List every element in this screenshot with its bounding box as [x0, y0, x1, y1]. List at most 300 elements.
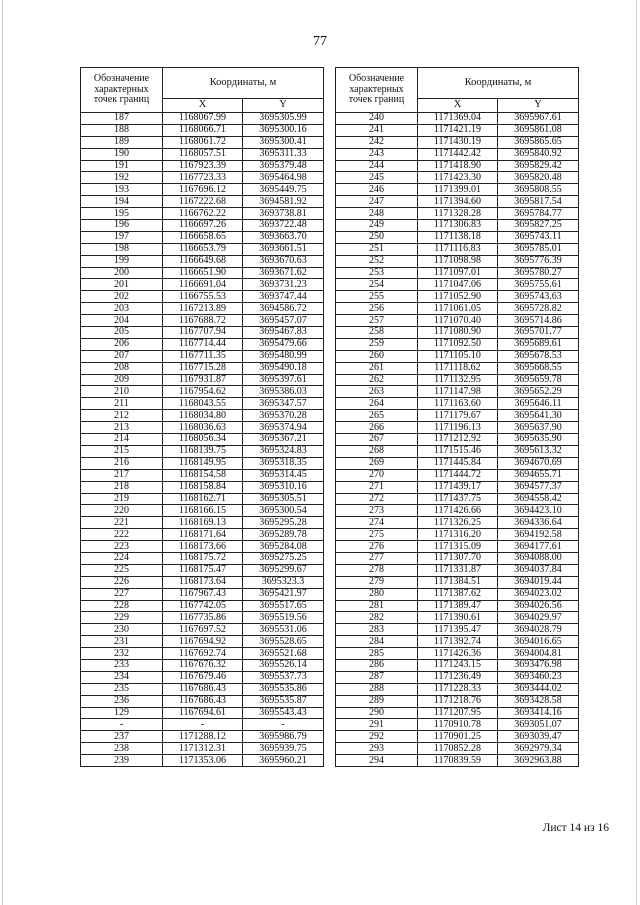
table-row: [81, 493, 324, 505]
y-coord-cell: 3694558.42: [498, 493, 579, 505]
table-row: [336, 208, 579, 220]
y-coord-cell: 3695780.27: [498, 267, 579, 279]
point-id-cell: 267: [336, 434, 418, 446]
table-row: [336, 386, 579, 398]
x-coord-cell: 1171228.33: [418, 683, 498, 695]
x-coord-cell: 1171418.90: [418, 160, 498, 172]
y-coord-cell: 3695820.48: [498, 172, 579, 184]
y-coord-cell: 3695861.08: [498, 124, 579, 136]
table-row: [81, 481, 324, 493]
table-row: [81, 148, 324, 160]
point-id-cell: 271: [336, 481, 418, 493]
point-id-cell: 198: [81, 243, 163, 255]
y-coord-cell: 3695490.18: [243, 362, 324, 374]
point-id-cell: 269: [336, 457, 418, 469]
point-id-cell: 294: [336, 755, 418, 767]
table-row: [336, 588, 579, 600]
x-coord-cell: 1171421.19: [418, 124, 498, 136]
y-coord-cell: 3695535.86: [243, 683, 324, 695]
table-row: [81, 612, 324, 624]
y-coord-cell: 3694088.00: [498, 552, 579, 564]
point-id-cell: 239: [81, 755, 163, 767]
point-id-cell: 232: [81, 648, 163, 660]
point-id-cell: 210: [81, 386, 163, 398]
table-row: [336, 136, 579, 148]
point-id-cell: 224: [81, 552, 163, 564]
point-id-cell: 250: [336, 231, 418, 243]
x-coord-cell: 1171442.42: [418, 148, 498, 160]
point-id-cell: 191: [81, 160, 163, 172]
table-row: [81, 659, 324, 671]
y-coord-cell: 3695449.75: [243, 184, 324, 196]
y-coord-cell: 3695305.51: [243, 493, 324, 505]
point-id-cell: 274: [336, 517, 418, 529]
table-row: [81, 469, 324, 481]
table-row: [336, 338, 579, 350]
x-coord-cell: 1168066.71: [163, 124, 243, 136]
header-x-label-right: X: [418, 99, 498, 113]
y-coord-cell: 3695827.25: [498, 220, 579, 232]
table-row: [336, 327, 579, 339]
table-row: [336, 457, 579, 469]
table-row: [81, 505, 324, 517]
y-coord-cell: 3695528.65: [243, 636, 324, 648]
point-id-cell: 279: [336, 576, 418, 588]
point-id-cell: 245: [336, 172, 418, 184]
x-coord-cell: 1168166.15: [163, 505, 243, 517]
y-coord-cell: 3693051.07: [498, 719, 579, 731]
table-row: [81, 208, 324, 220]
table-row: [336, 422, 579, 434]
point-id-cell: 241: [336, 124, 418, 136]
x-coord-cell: 1168173.66: [163, 541, 243, 553]
point-id-cell: 242: [336, 136, 418, 148]
point-id-cell: 243: [336, 148, 418, 160]
x-coord-cell: 1166691.04: [163, 279, 243, 291]
y-coord-cell: 3695960.21: [243, 755, 324, 767]
y-coord-cell: 3694577.37: [498, 481, 579, 493]
table-row: [336, 172, 579, 184]
y-coord-cell: 3693476.98: [498, 659, 579, 671]
table-row: [336, 350, 579, 362]
x-coord-cell: 1171312.31: [163, 743, 243, 755]
x-coord-cell: 1171132.95: [418, 374, 498, 386]
table-row: [81, 255, 324, 267]
table-row: [81, 588, 324, 600]
point-id-cell: 233: [81, 659, 163, 671]
y-coord-cell: 3695300.54: [243, 505, 324, 517]
point-id-cell: 188: [81, 124, 163, 136]
x-coord-cell: 1171207.95: [418, 707, 498, 719]
y-coord-cell: 3695467.83: [243, 327, 324, 339]
table-row: [81, 445, 324, 457]
page-edge-right: [636, 0, 637, 905]
x-coord-cell: 1168056.34: [163, 434, 243, 446]
x-coord-cell: 1168162.71: [163, 493, 243, 505]
table-row: [336, 743, 579, 755]
point-id-cell: 280: [336, 588, 418, 600]
point-id-cell: 221: [81, 517, 163, 529]
table-row: [81, 410, 324, 422]
y-coord-cell: 3695776.39: [498, 255, 579, 267]
y-coord-cell: 3695743.63: [498, 291, 579, 303]
table-row: [336, 671, 579, 683]
x-coord-cell: 1168169.13: [163, 517, 243, 529]
point-id-cell: 257: [336, 315, 418, 327]
y-coord-cell: 3695659.78: [498, 374, 579, 386]
y-coord-cell: 3695939.75: [243, 743, 324, 755]
point-id-cell: 218: [81, 481, 163, 493]
point-id-cell: 237: [81, 731, 163, 743]
table-row: [336, 184, 579, 196]
x-coord-cell: 1168171.64: [163, 529, 243, 541]
header-coords-label: Координаты, м: [163, 68, 324, 99]
point-id-cell: 219: [81, 493, 163, 505]
x-coord-cell: 1167715.28: [163, 362, 243, 374]
x-coord-cell: 1171288.12: [163, 731, 243, 743]
y-coord-cell: 3695526.14: [243, 659, 324, 671]
table-row: [336, 624, 579, 636]
header-point-label-right: Обозначение характерных точек границ: [336, 68, 418, 113]
x-coord-cell: 1167697.52: [163, 624, 243, 636]
y-coord-cell: 3695370.28: [243, 410, 324, 422]
x-coord-cell: 1167931.87: [163, 374, 243, 386]
point-id-cell: 208: [81, 362, 163, 374]
table-row: [81, 160, 324, 172]
point-id-cell: 249: [336, 220, 418, 232]
point-id-cell: 246: [336, 184, 418, 196]
y-coord-cell: 3693670.63: [243, 255, 324, 267]
table-row: [81, 552, 324, 564]
x-coord-cell: 1171052.90: [418, 291, 498, 303]
x-coord-cell: 1167711.35: [163, 350, 243, 362]
table-row: [81, 636, 324, 648]
point-id-cell: 197: [81, 231, 163, 243]
point-id-cell: 281: [336, 600, 418, 612]
table-row: [81, 124, 324, 136]
x-coord-cell: 1171369.04: [418, 113, 498, 125]
point-id-cell: 215: [81, 445, 163, 457]
point-id-cell: 214: [81, 434, 163, 446]
y-coord-cell: 3693722.48: [243, 220, 324, 232]
table-row: [81, 338, 324, 350]
x-coord-cell: 1167707.94: [163, 327, 243, 339]
point-id-cell: 254: [336, 279, 418, 291]
y-coord-cell: 3695531.06: [243, 624, 324, 636]
y-coord-cell: 3695479.66: [243, 338, 324, 350]
table-row: [336, 398, 579, 410]
y-coord-cell: 3692979.34: [498, 743, 579, 755]
y-coord-cell: 3694336.64: [498, 517, 579, 529]
y-coord-cell: 3695535.87: [243, 695, 324, 707]
x-coord-cell: 1171306.83: [418, 220, 498, 232]
x-coord-cell: 1167686.43: [163, 695, 243, 707]
y-coord-cell: 3695367.21: [243, 434, 324, 446]
table-row: [81, 350, 324, 362]
x-coord-cell: 1167696.12: [163, 184, 243, 196]
point-id-cell: 266: [336, 422, 418, 434]
table-row: [81, 755, 324, 767]
point-id-cell: 207: [81, 350, 163, 362]
point-id-cell: 187: [81, 113, 163, 125]
table-row: [336, 683, 579, 695]
x-coord-cell: 1171394.60: [418, 196, 498, 208]
y-coord-cell: 3695305.99: [243, 113, 324, 125]
point-id-cell: 293: [336, 743, 418, 755]
y-coord-cell: 3692963.88: [498, 755, 579, 767]
x-coord-cell: 1166762.22: [163, 208, 243, 220]
x-coord-cell: 1171444.72: [418, 469, 498, 481]
table-row: [81, 683, 324, 695]
point-id-cell: 260: [336, 350, 418, 362]
y-coord-cell: 3695678.53: [498, 350, 579, 362]
y-coord-cell: 3694192.58: [498, 529, 579, 541]
y-coord-cell: 3695840.92: [498, 148, 579, 160]
x-coord-cell: 1166653.79: [163, 243, 243, 255]
table-row: [336, 124, 579, 136]
y-coord-cell: 3695641.30: [498, 410, 579, 422]
x-coord-cell: 1171384.51: [418, 576, 498, 588]
x-coord-cell: 1171218.76: [418, 695, 498, 707]
y-coord-cell: 3695537.73: [243, 671, 324, 683]
y-coord-cell: 3693663.70: [243, 231, 324, 243]
x-coord-cell: 1171399.01: [418, 184, 498, 196]
point-id-cell: 189: [81, 136, 163, 148]
point-id-cell: 261: [336, 362, 418, 374]
table-row: [81, 719, 324, 731]
y-coord-cell: 3695668.55: [498, 362, 579, 374]
y-coord-cell: 3695519.56: [243, 612, 324, 624]
x-coord-cell: 1167723.33: [163, 172, 243, 184]
y-coord-cell: 3694423.10: [498, 505, 579, 517]
point-id-cell: 273: [336, 505, 418, 517]
table-row: [336, 719, 579, 731]
y-coord-cell: 3695728.82: [498, 303, 579, 315]
point-id-cell: 231: [81, 636, 163, 648]
y-coord-cell: 3694581.92: [243, 196, 324, 208]
point-id-cell: 196: [81, 220, 163, 232]
y-coord-cell: 3694004.81: [498, 648, 579, 660]
table-row: [81, 374, 324, 386]
table-row: [336, 505, 579, 517]
x-coord-cell: 1171243.15: [418, 659, 498, 671]
x-coord-cell: 1171061.05: [418, 303, 498, 315]
table-row: [81, 648, 324, 660]
x-coord-cell: 1167222.68: [163, 196, 243, 208]
point-id-cell: 253: [336, 267, 418, 279]
y-coord-cell: 3695637.90: [498, 422, 579, 434]
x-coord-cell: 1171047.06: [418, 279, 498, 291]
table-row: [81, 517, 324, 529]
y-coord-cell: 3695517.65: [243, 600, 324, 612]
table-row: [336, 529, 579, 541]
header-y-label-right: Y: [498, 99, 579, 113]
table-row: [336, 731, 579, 743]
table-row: [336, 362, 579, 374]
x-coord-cell: 1171118.62: [418, 362, 498, 374]
x-coord-cell: 1168067.99: [163, 113, 243, 125]
header-point-label: Обозначение характерных точек границ: [81, 68, 163, 113]
x-coord-cell: 1166658.65: [163, 231, 243, 243]
y-coord-cell: 3695714.86: [498, 315, 579, 327]
point-id-cell: 251: [336, 243, 418, 255]
y-coord-cell: 3695295.28: [243, 517, 324, 529]
point-id-cell: 223: [81, 541, 163, 553]
y-coord-cell: 3695311.33: [243, 148, 324, 160]
y-coord-cell: 3695543.43: [243, 707, 324, 719]
point-id-cell: 204: [81, 315, 163, 327]
table-row: [81, 624, 324, 636]
point-id-cell: 247: [336, 196, 418, 208]
y-coord-cell: 3695386.03: [243, 386, 324, 398]
point-id-cell: 262: [336, 374, 418, 386]
y-coord-cell: 3695289.78: [243, 529, 324, 541]
page-number: 77: [313, 34, 327, 49]
table-row: [336, 255, 579, 267]
table-row: [336, 481, 579, 493]
x-coord-cell: 1171430.19: [418, 136, 498, 148]
y-coord-cell: 3695829.42: [498, 160, 579, 172]
y-coord-cell: 3695284.08: [243, 541, 324, 553]
table-row: [81, 386, 324, 398]
table-row: [81, 731, 324, 743]
point-id-cell: 275: [336, 529, 418, 541]
x-coord-cell: 1171392.74: [418, 636, 498, 648]
x-coord-cell: 1171328.28: [418, 208, 498, 220]
point-id-cell: 244: [336, 160, 418, 172]
x-coord-cell: 1171426.36: [418, 648, 498, 660]
point-id-cell: 222: [81, 529, 163, 541]
point-id-cell: 283: [336, 624, 418, 636]
x-coord-cell: 1171116.83: [418, 243, 498, 255]
point-id-cell: 290: [336, 707, 418, 719]
x-coord-cell: 1168154.58: [163, 469, 243, 481]
coordinates-table-right: [335, 67, 579, 767]
point-id-cell: 240: [336, 113, 418, 125]
y-coord-cell: 3695784.77: [498, 208, 579, 220]
x-coord-cell: 1166651.90: [163, 267, 243, 279]
table-row: [336, 279, 579, 291]
table-row: [81, 743, 324, 755]
y-coord-cell: 3695785.01: [498, 243, 579, 255]
y-coord-cell: 3694586.72: [243, 303, 324, 315]
y-coord-cell: 3695480.99: [243, 350, 324, 362]
point-id-cell: 230: [81, 624, 163, 636]
y-coord-cell: 3693738.81: [243, 208, 324, 220]
point-id-cell: 201: [81, 279, 163, 291]
table-row: [81, 291, 324, 303]
x-coord-cell: 1171147.98: [418, 386, 498, 398]
y-coord-cell: 3695613.32: [498, 445, 579, 457]
x-coord-cell: 1171423.30: [418, 172, 498, 184]
y-coord-cell: 3693661.51: [243, 243, 324, 255]
point-id-cell: 192: [81, 172, 163, 184]
x-coord-cell: 1171315.09: [418, 541, 498, 553]
x-coord-cell: 1168175.72: [163, 552, 243, 564]
y-coord-cell: 3695374.94: [243, 422, 324, 434]
table-row: [336, 160, 579, 172]
x-coord-cell: 1167686.43: [163, 683, 243, 695]
x-coord-cell: 1171437.75: [418, 493, 498, 505]
y-coord-cell: 3695457.07: [243, 315, 324, 327]
table-row: [81, 136, 324, 148]
y-coord-cell: 3695318.35: [243, 457, 324, 469]
x-coord-cell: 1168036.63: [163, 422, 243, 434]
point-id-cell: 276: [336, 541, 418, 553]
table-row: [81, 172, 324, 184]
point-id-cell: 202: [81, 291, 163, 303]
point-id-cell: 206: [81, 338, 163, 350]
table-row: [336, 113, 579, 125]
table-row: [81, 243, 324, 255]
table-row: [81, 671, 324, 683]
x-coord-cell: 1171389.47: [418, 600, 498, 612]
point-id-cell: 193: [81, 184, 163, 196]
table-row: [81, 695, 324, 707]
y-coord-cell: 3693444.02: [498, 683, 579, 695]
x-coord-cell: 1167688.72: [163, 315, 243, 327]
point-id-cell: 288: [336, 683, 418, 695]
y-coord-cell: 3693428.58: [498, 695, 579, 707]
x-coord-cell: 1167954.62: [163, 386, 243, 398]
y-coord-cell: 3695275.25: [243, 552, 324, 564]
x-coord-cell: 1171326.25: [418, 517, 498, 529]
table-row: [81, 564, 324, 576]
y-coord-cell: 3695967.61: [498, 113, 579, 125]
x-coord-cell: 1171515.46: [418, 445, 498, 457]
table-row: [336, 434, 579, 446]
table-row: [336, 243, 579, 255]
x-coord-cell: 1170852.28: [418, 743, 498, 755]
x-coord-cell: 1171105.10: [418, 350, 498, 362]
y-coord-cell: 3695299.67: [243, 564, 324, 576]
y-coord-cell: 3694019.44: [498, 576, 579, 588]
y-coord-cell: 3693747.44: [243, 291, 324, 303]
point-id-cell: 216: [81, 457, 163, 469]
point-id-cell: 264: [336, 398, 418, 410]
table-row: [336, 196, 579, 208]
table-row: [336, 659, 579, 671]
x-coord-cell: 1167742.05: [163, 600, 243, 612]
table-row: [336, 410, 579, 422]
x-coord-cell: 1167714.44: [163, 338, 243, 350]
point-id-cell: 200: [81, 267, 163, 279]
table-row: [336, 469, 579, 481]
table-row: [81, 707, 324, 719]
point-id-cell: 236: [81, 695, 163, 707]
y-coord-cell: 3695310.16: [243, 481, 324, 493]
x-coord-cell: 1171138.18: [418, 231, 498, 243]
point-id-cell: 213: [81, 422, 163, 434]
x-coord-cell: 1167694.61: [163, 707, 243, 719]
point-id-cell: 252: [336, 255, 418, 267]
y-coord-cell: 3695300.16: [243, 124, 324, 136]
y-coord-cell: 3695464.98: [243, 172, 324, 184]
y-coord-cell: 3693414.16: [498, 707, 579, 719]
point-id-cell: 228: [81, 600, 163, 612]
y-coord-cell: 3695323.3: [243, 576, 324, 588]
y-coord-cell: 3694037.84: [498, 564, 579, 576]
point-id-cell: 229: [81, 612, 163, 624]
y-coord-cell: 3693671.62: [243, 267, 324, 279]
x-coord-cell: 1166755.53: [163, 291, 243, 303]
point-id-cell: 256: [336, 303, 418, 315]
x-coord-cell: 1170910.78: [418, 719, 498, 731]
x-coord-cell: 1168061.72: [163, 136, 243, 148]
x-coord-cell: 1166697.26: [163, 220, 243, 232]
point-id-cell: 265: [336, 410, 418, 422]
point-id-cell: 199: [81, 255, 163, 267]
